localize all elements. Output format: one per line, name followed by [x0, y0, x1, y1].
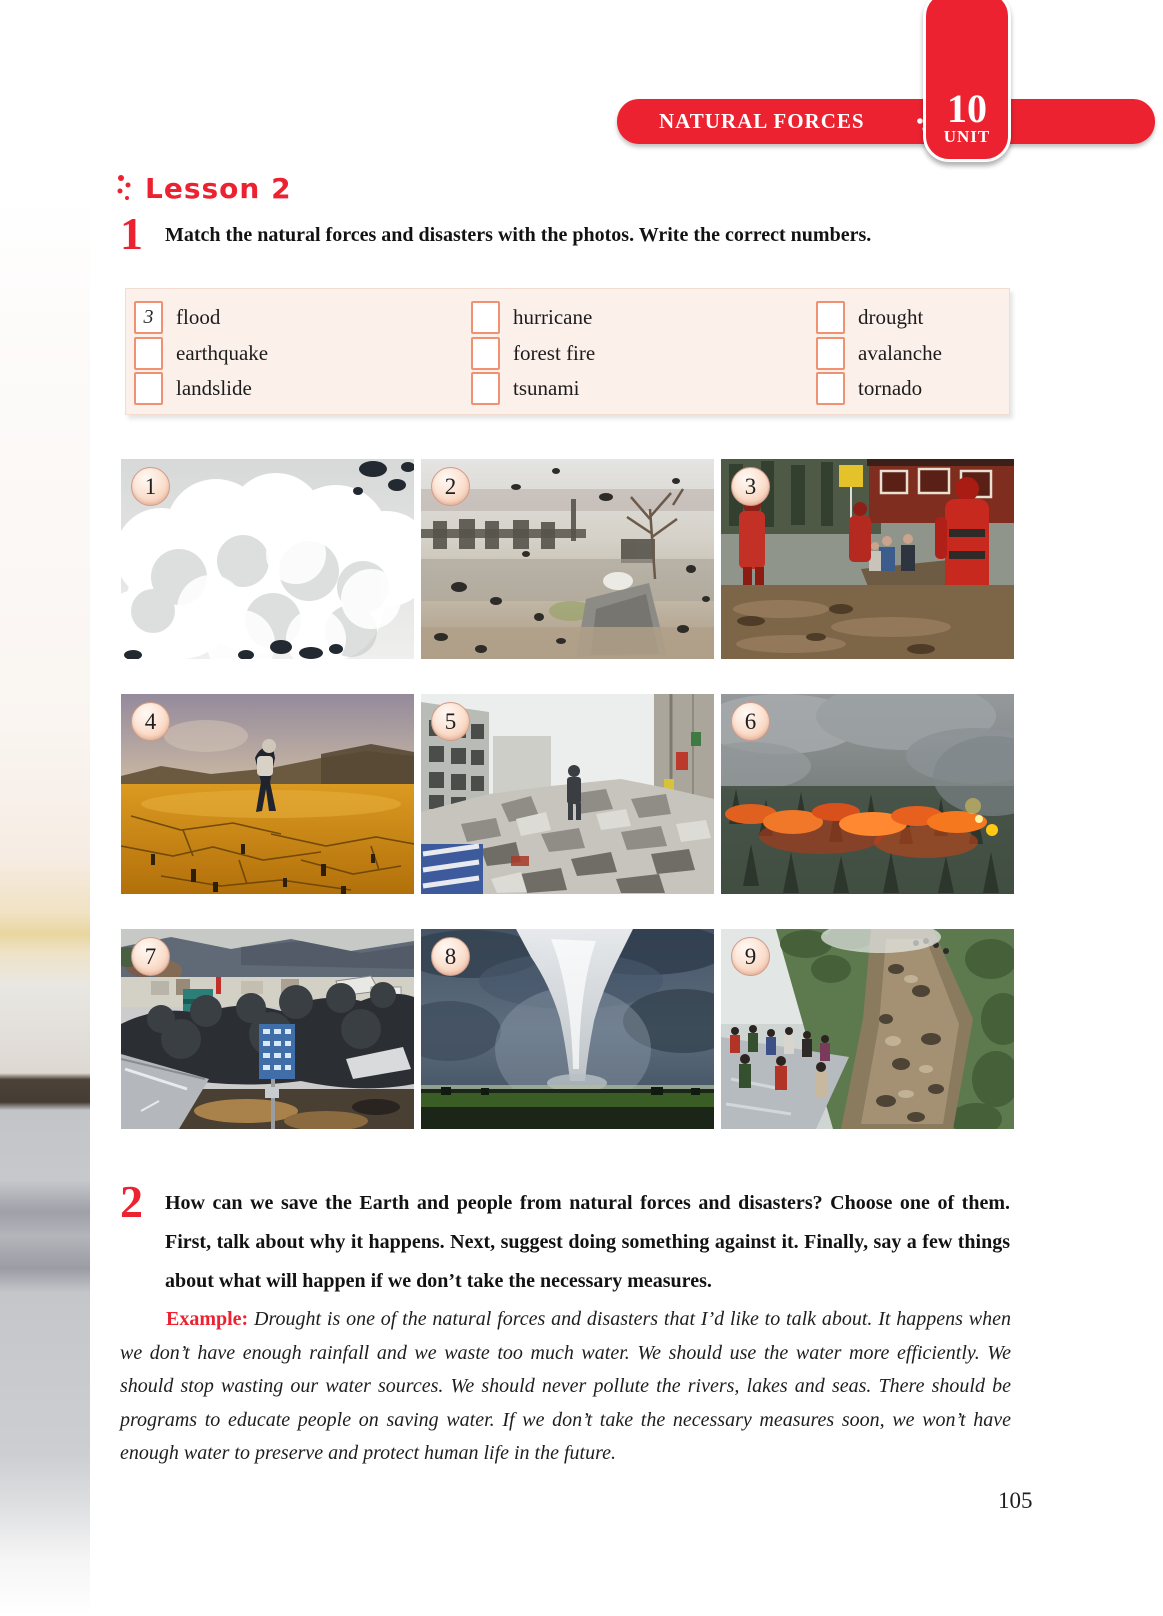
answer-box-avalanche[interactable]	[816, 337, 845, 370]
match-label-avalanche: avalanche	[858, 340, 942, 365]
exercise1-header	[120, 208, 1010, 259]
match-label-flood: flood	[176, 305, 221, 329]
photo-number-badge: 5	[431, 702, 470, 741]
photo-flood	[721, 459, 1014, 659]
photo-number-badge: 7	[131, 937, 170, 976]
photo-number-badge: 8	[431, 937, 470, 976]
match-column-1	[134, 302, 471, 404]
exercise2-instruction: How can we save the Earth and people from natural forces and disasters? Choose one of them. First, talk about why it happens. Next, suggest doing something against it. Finally, say a few things about what will happen if we don’t take the necessary measures.	[165, 1192, 1010, 1292]
match-label-hurricane: hurricane	[513, 305, 593, 329]
lesson-heading	[116, 172, 292, 205]
photo-grid	[121, 459, 1014, 1129]
match-label-tsunami: tsunami	[513, 376, 580, 400]
match-item-tornado	[816, 373, 1009, 404]
unit-number: 10	[947, 86, 987, 131]
match-item-forest-fire	[471, 338, 816, 369]
match-item-hurricane	[471, 302, 816, 333]
match-box	[125, 288, 1010, 415]
photo-hurricane	[421, 459, 714, 659]
match-item-drought	[816, 302, 1009, 333]
match-label-landslide: landslide	[176, 376, 252, 400]
example-label: Example:	[166, 1308, 249, 1330]
unit-banner	[617, 99, 1155, 144]
match-label-earthquake: earthquake	[176, 340, 269, 365]
photo-tsunami	[121, 929, 414, 1129]
exercise1-number: 1	[120, 208, 143, 259]
photo-forest-fire	[721, 694, 1014, 894]
photo-landslide	[721, 929, 1014, 1129]
exercise1-instruction: Match the natural forces and disasters with the photos. Write the correct numbers.	[165, 224, 872, 246]
photo-avalanche	[121, 459, 414, 659]
answer-box-tornado[interactable]	[816, 372, 845, 405]
photo-number-badge: 4	[131, 702, 170, 741]
match-item-flood	[134, 302, 471, 333]
match-item-earthquake	[134, 338, 471, 369]
answer-box-drought[interactable]	[816, 301, 845, 334]
page-edge-photo-strip	[0, 0, 90, 1616]
match-item-landslide	[134, 373, 471, 404]
photo-number-badge: 1	[131, 467, 170, 506]
photo-drought	[121, 694, 414, 894]
match-item-tsunami	[471, 373, 816, 404]
answer-box-earthquake[interactable]	[134, 337, 163, 370]
photo-number-badge: 3	[731, 467, 770, 506]
dots-cluster-icon	[116, 174, 134, 204]
photo-number-badge: 6	[731, 702, 770, 741]
exercise2-number: 2	[120, 1176, 143, 1227]
page-number: 105	[998, 1488, 1033, 1513]
photo-earthquake	[421, 694, 714, 894]
answer-box-forest-fire[interactable]	[471, 337, 500, 370]
answer-box-hurricane[interactable]	[471, 301, 500, 334]
match-column-3	[816, 302, 1009, 404]
match-label-forest-fire: forest fire	[513, 340, 596, 365]
photo-number-badge: 9	[731, 937, 770, 976]
lesson-title: Lesson 2	[145, 172, 292, 205]
unit-banner-title: NATURAL FORCES	[659, 109, 865, 133]
exercise2-header	[120, 1176, 1012, 1301]
example-text: Drought is one of the natural forces and disasters that I’d like to talk about. It happens when we don’t have enough rainfall and we waste too much water. We should use the water more efficiently. We should stop wasting our water sources. We should never pollute the rivers, lakes and seas. There should be programs to educate people on saving water. If we don’t take the necessary measures soon, we won’t have enough water to preserve and protect human life in the future.	[120, 1308, 1011, 1464]
unit-label: UNIT	[943, 127, 991, 146]
match-column-2	[471, 302, 816, 404]
photo-tornado	[421, 929, 714, 1129]
photo-number-badge: 2	[431, 467, 470, 506]
match-item-avalanche	[816, 338, 1009, 369]
unit-tab	[923, 0, 1011, 162]
match-label-tornado: tornado	[858, 376, 923, 400]
answer-box-tsunami[interactable]	[471, 372, 500, 405]
answer-box-flood[interactable]: 3	[134, 301, 163, 334]
example-paragraph	[120, 1303, 1011, 1471]
match-label-drought: drought	[858, 305, 924, 329]
answer-box-landslide[interactable]	[134, 372, 163, 405]
